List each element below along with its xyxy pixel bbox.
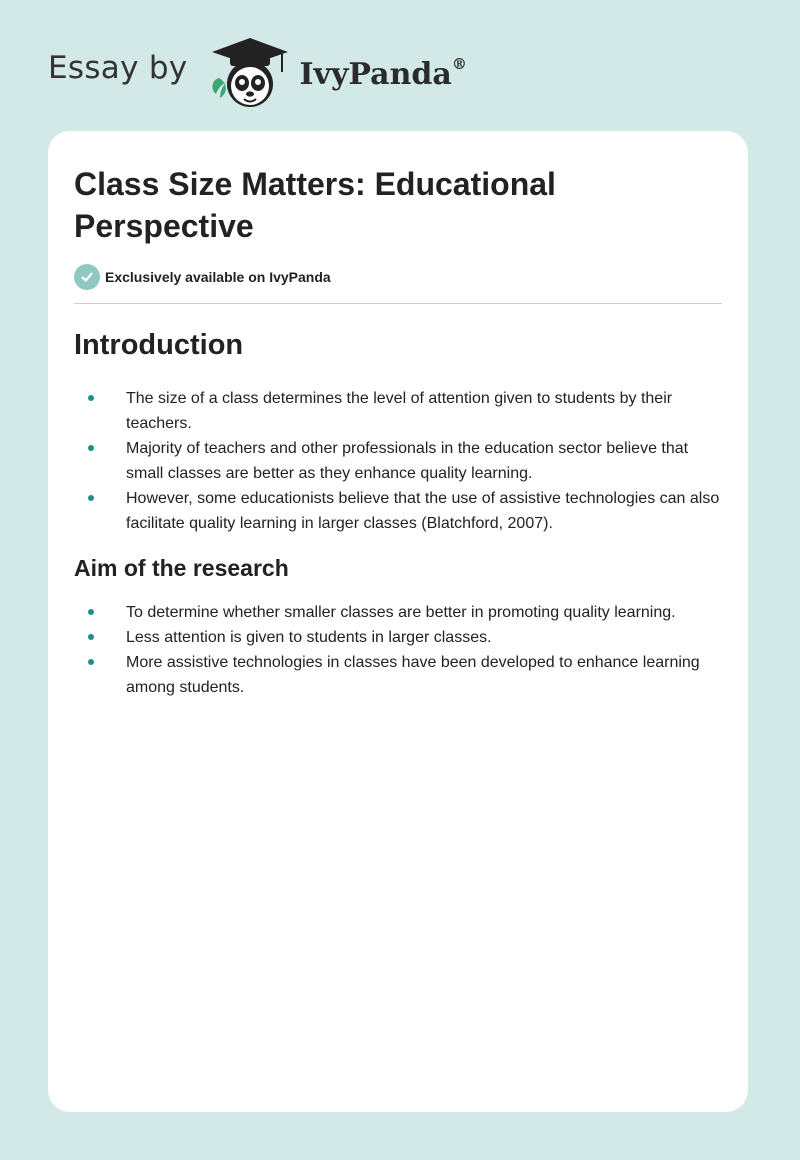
page-title: Class Size Matters: Educational Perspective	[74, 166, 556, 244]
bullet-list	[74, 600, 724, 700]
bullet-dot-icon	[88, 609, 94, 615]
list-item: The size of a class determines the level of attention given to students by their teachers.	[74, 386, 724, 436]
bullet-dot-icon	[88, 659, 94, 665]
section-aim	[74, 552, 724, 700]
exclusive-label: Exclusively available on IvyPanda	[105, 269, 331, 285]
bullet-dot-icon	[88, 634, 94, 640]
section-introduction	[74, 326, 724, 536]
ivypanda-logo-icon[interactable]	[202, 34, 298, 110]
registered-mark: ®	[451, 54, 467, 73]
section-heading: Aim of the research	[74, 555, 289, 581]
list-item: Less attention is given to students in larger classes.	[74, 625, 724, 650]
list-item: Majority of teachers and other professionals in the education sector believe that small classes are better as they enhance quality learning.	[74, 436, 724, 486]
list-item: However, some educationists believe that the use of assistive technologies can also facilitate quality learning in larger classes (Blatchford, 2007).	[74, 486, 724, 536]
bullet-list	[74, 386, 724, 536]
list-item: More assistive technologies in classes have been developed to enhance learning among students.	[74, 650, 724, 700]
bullet-dot-icon	[88, 445, 94, 451]
bullet-dot-icon	[88, 395, 94, 401]
site-header	[48, 34, 467, 110]
bullet-dot-icon	[88, 495, 94, 501]
exclusive-badge	[74, 264, 331, 290]
list-item: To determine whether smaller classes are better in promoting quality learning.	[74, 600, 724, 625]
check-icon	[74, 264, 100, 290]
section-heading: Introduction	[74, 329, 244, 361]
essay-card	[48, 131, 748, 1112]
divider	[74, 303, 722, 304]
brand-name[interactable]: IvyPanda®	[299, 54, 467, 92]
essay-by-label: Essay by	[48, 50, 188, 86]
